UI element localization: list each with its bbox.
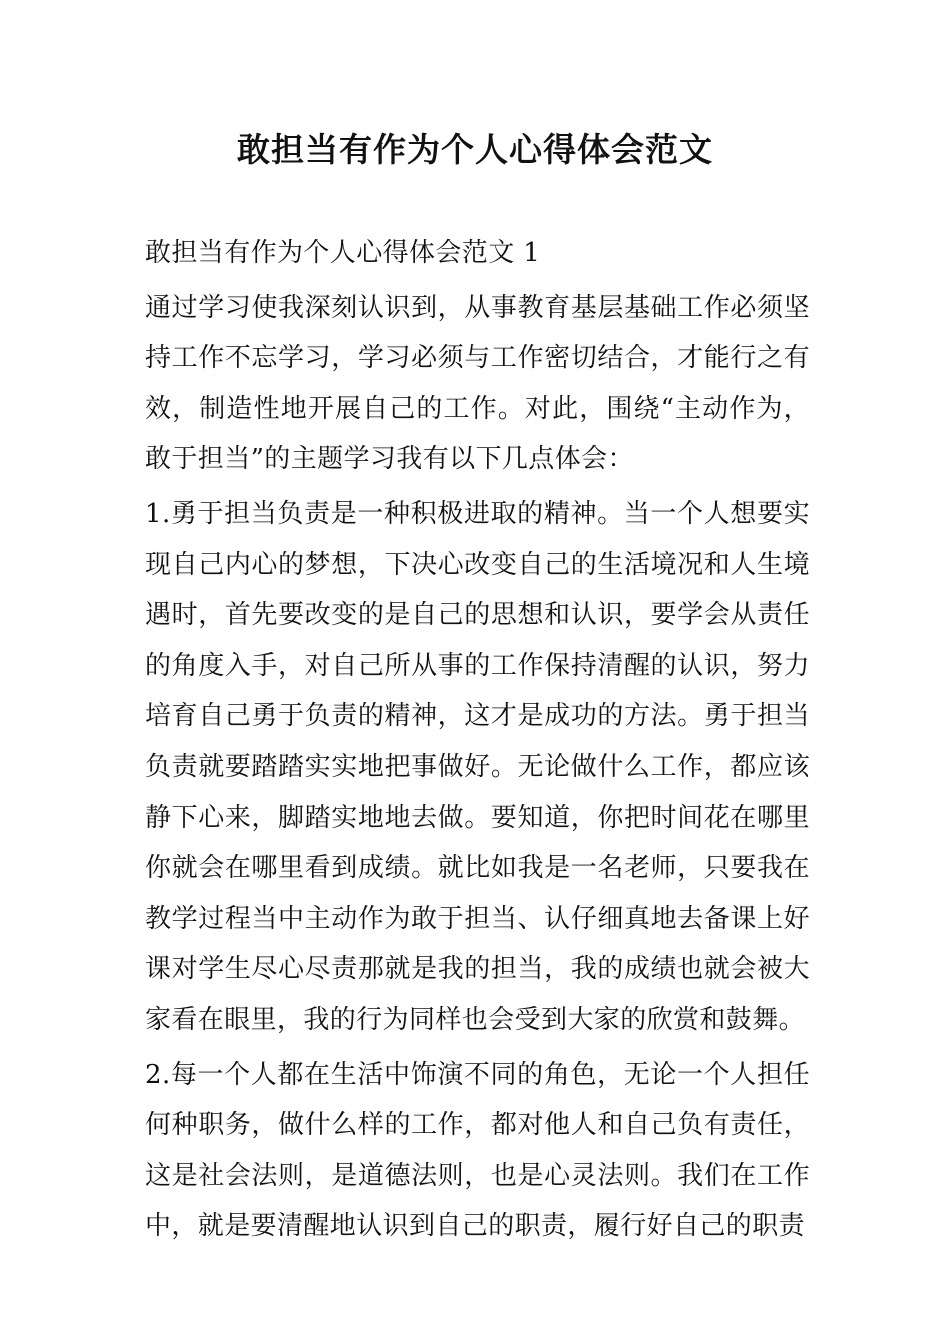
section-heading: 敢担当有作为个人心得体会范文 1 [145,238,541,268]
paragraph-point-2: 2.每一个人都在生活中饰演不同的角色，无论一个人担任何种职务，做什么样的工作，都对他人和自己负有责任，这是社会法则，是道德法则，也是心灵法则。我们在工作中，就是要清醒地认识到自己的职责，履行好自己的职责 [145,1059,810,1242]
paragraph-point-1: 1.勇于担当负责是一种积极进取的精神。当一个人想要实现自己内心的梦想，下决心改变自己的生活境况和人生境遇时，首先要改变的是自己的思想和认识，要学会从责任的角度入手，对自己所从事的工作保持清醒的认识，努力培育自己勇于负责的精神，这才是成功的方法。勇于担当负责就要踏踏实实地把事做好。无论做什么工作，都应该静下心来，脚踏实地地去做。要知道，你把时间花在哪里你就会在哪里看到成绩。就比如我是一名老师，只要我在教学过程当中主动作为敢于担当、认仔细真地去备课上好课对学生尽心尽责那就是我的担当，我的成绩也就会被大家看在眼里，我的行为同样也会受到大家的欣赏和鼓舞。 [145,498,810,1035]
paragraph-intro: 通过学习使我深刻认识到，从事教育基层基础工作必须坚持工作不忘学习，学习必须与工作密切结合，才能行之有效，制造性地开展自己的工作。对此，围绕“主动作为，敢于担当”的主题学习我有以下几点体会： [145,292,810,475]
document-title: 敢担当有作为个人心得体会范文 [237,130,713,169]
document-body [145,228,810,1256]
